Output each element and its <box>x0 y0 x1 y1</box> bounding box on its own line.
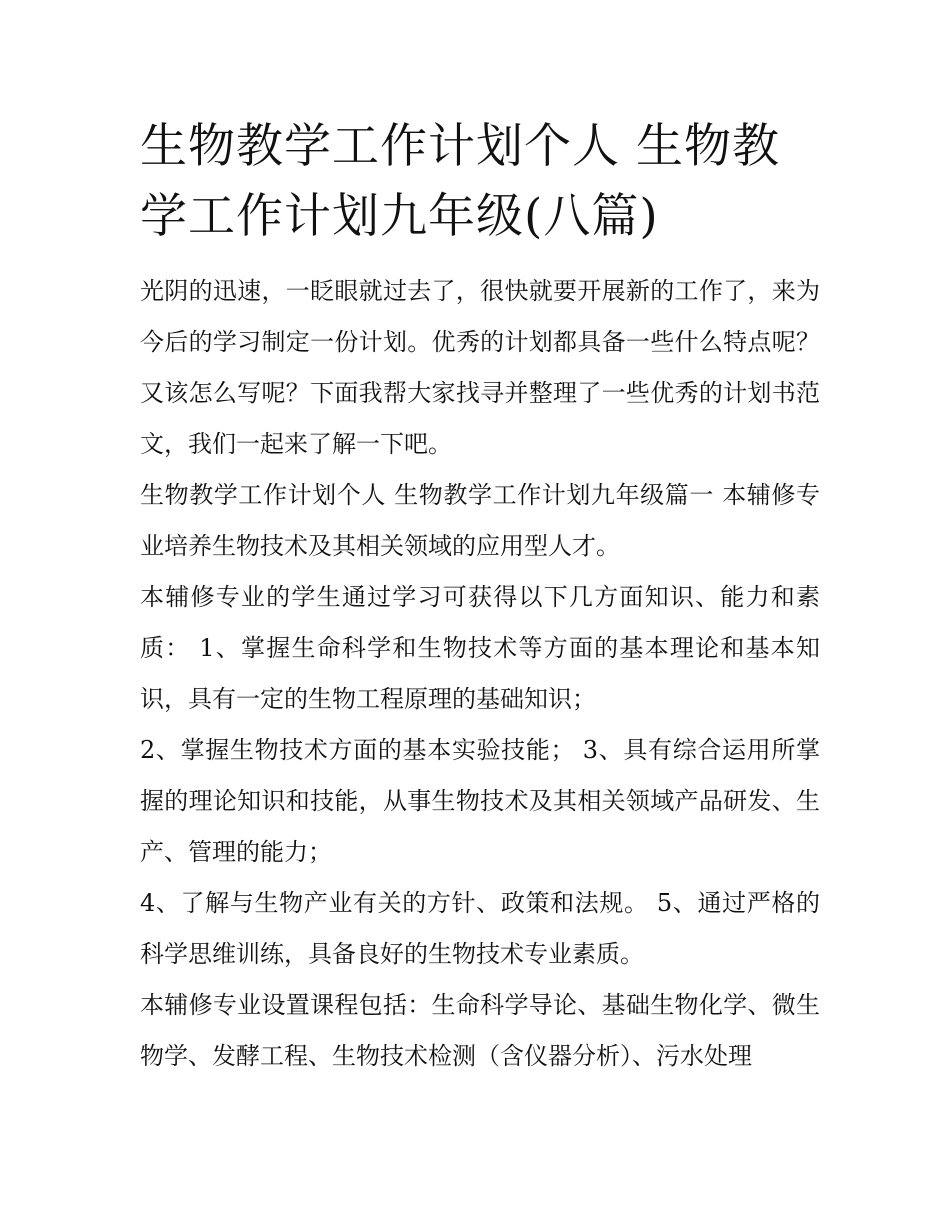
paragraph-courses: 本辅修专业设置课程包括：生命科学导论、基础生物化学、微生物学、发酵工程、生物技术检测（含仪器分析）、污水处理 <box>140 991 820 1070</box>
paragraph-policies: 4、了解与生物产业有关的方针、政策和法规。 5、通过严格的科学思维训练，具备良好的生物技术专业素质。 <box>140 889 820 968</box>
document-title: 生物教学工作计划个人 生物教学工作计划九年级(八篇) <box>140 119 780 244</box>
paragraph-abilities: 本辅修专业的学生通过学习可获得以下几方面知识、能力和素质： 1、掌握生命科学和生物技术等方面的基本理论和基本知识，具有一定的生物工程原理的基础知识； <box>140 583 820 713</box>
paragraph-intro: 光阴的迅速，一眨眼就过去了，很快就要开展新的工作了，来为今后的学习制定一份计划。优秀的计划都具备一些什么特点呢？又该怎么写呢？下面我帮大家找寻并整理了一些优秀的计划书范文，我们一起来了解一下吧。 <box>140 277 820 458</box>
paragraph-section-one: 生物教学工作计划个人 生物教学工作计划九年级篇一 本辅修专业培养生物技术及其相关领域的应用型人才。 <box>140 481 820 560</box>
paragraph-skills: 2、掌握生物技术方面的基本实验技能； 3、具有综合运用所掌握的理论知识和技能，从事生物技术及其相关领域产品研发、生产、管理的能力； <box>140 736 820 866</box>
document-page <box>140 112 820 1082</box>
